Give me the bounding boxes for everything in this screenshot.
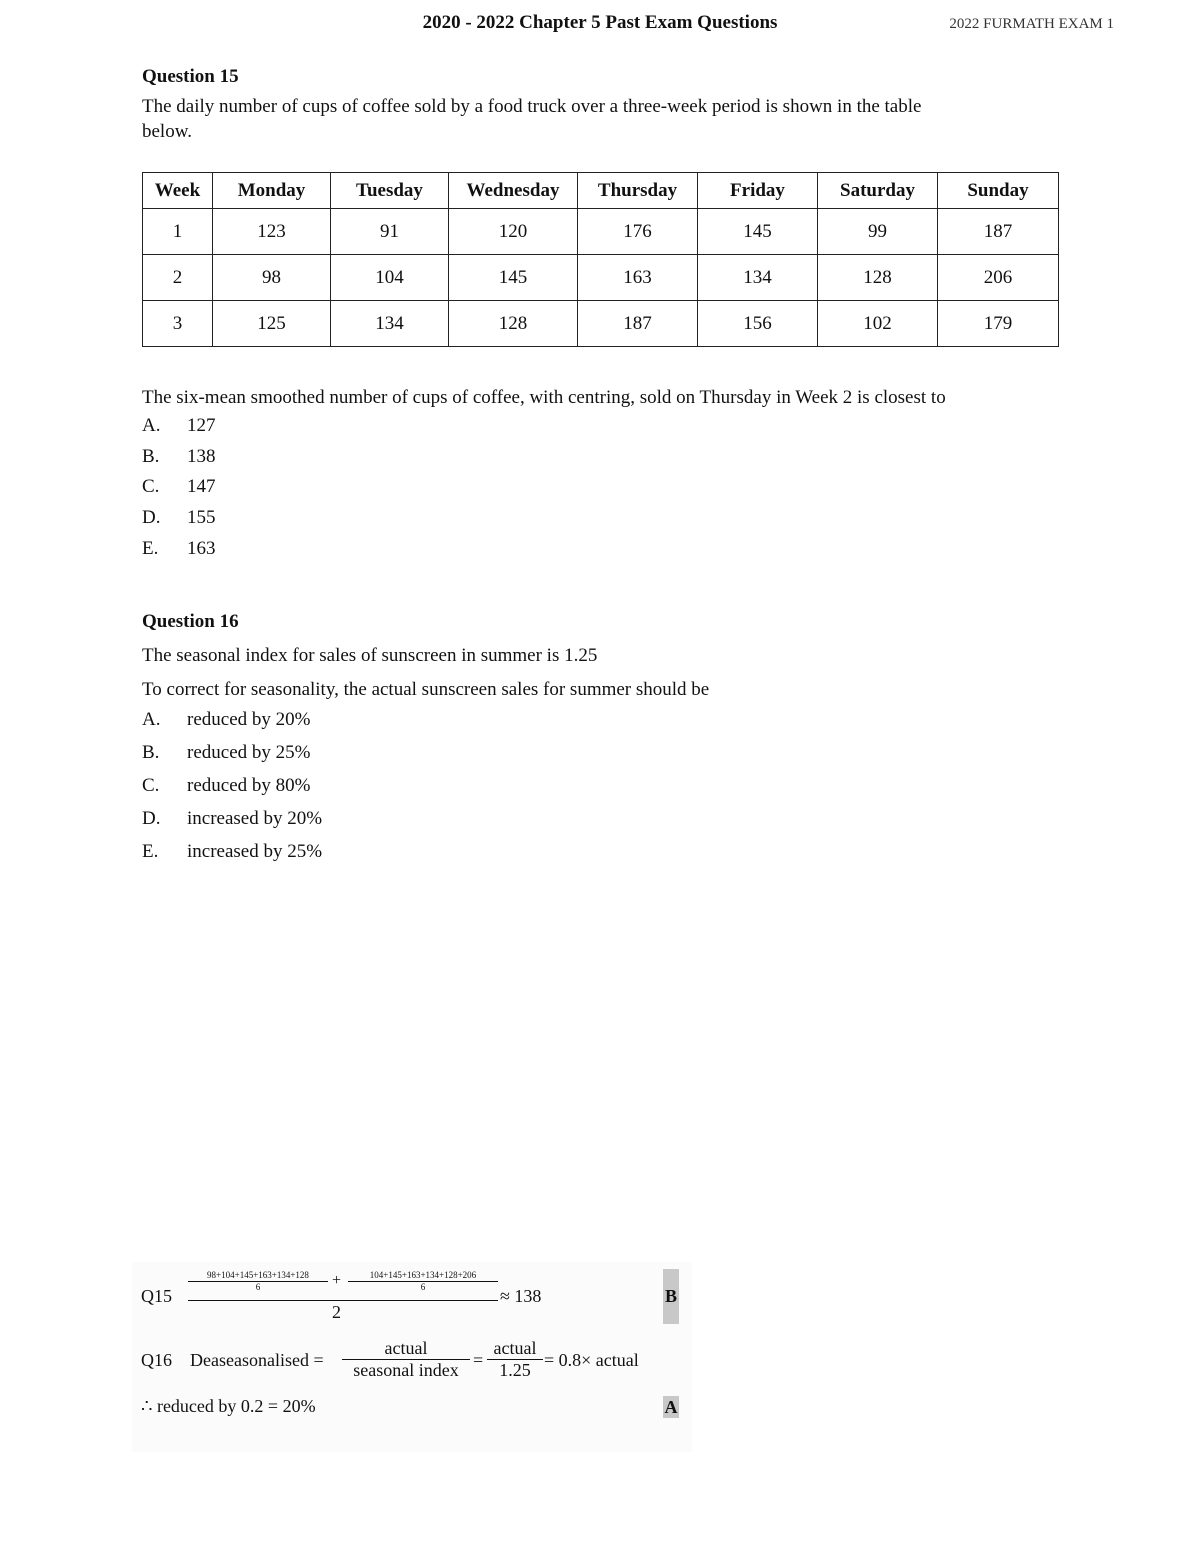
table-cell: 99 bbox=[818, 209, 938, 255]
fraction-denominator: seasonal index bbox=[353, 1360, 459, 1380]
fraction-numerator: actual bbox=[487, 1338, 543, 1360]
table-cell: 120 bbox=[449, 209, 578, 255]
coffee-sales-table bbox=[142, 172, 1059, 347]
q16-formula-prefix: Deaseasonalised = bbox=[190, 1350, 324, 1370]
option-letter: B. bbox=[142, 742, 160, 763]
fraction-denominator: 6 bbox=[420, 1282, 426, 1292]
q15-answer-badge: B bbox=[663, 1269, 679, 1324]
table-cell: 134 bbox=[331, 301, 449, 347]
fraction-numerator: 98+104+145+163+134+128 bbox=[188, 1270, 328, 1282]
option-letter: A. bbox=[142, 415, 161, 436]
column-header: Sunday bbox=[938, 173, 1059, 209]
table-cell: 128 bbox=[818, 255, 938, 301]
option-a bbox=[142, 415, 216, 437]
q16-fraction-specific bbox=[487, 1338, 543, 1381]
option-text: increased by 20% bbox=[187, 808, 323, 829]
option-text: 155 bbox=[187, 507, 216, 528]
question-16-line-1: The seasonal index for sales of sunscreen in summer is 1.25 bbox=[142, 645, 598, 666]
option-a bbox=[142, 709, 310, 731]
fraction-denominator: 1.25 bbox=[499, 1360, 531, 1380]
table-cell: 176 bbox=[578, 209, 698, 255]
option-text: 163 bbox=[187, 538, 216, 559]
table-cell: 206 bbox=[938, 255, 1059, 301]
option-b bbox=[142, 446, 216, 468]
question-15-prompt: The six-mean smoothed number of cups of coffee, with centring, sold on Thursday in Week 2 is closest to bbox=[142, 387, 946, 408]
option-letter: E. bbox=[142, 841, 159, 862]
table-cell: 145 bbox=[698, 209, 818, 255]
q15-solution-label: Q15 bbox=[141, 1286, 172, 1306]
column-header: Friday bbox=[698, 173, 818, 209]
q16-result: = 0.8× actual bbox=[544, 1350, 639, 1370]
q15-result: ≈ 138 bbox=[500, 1286, 542, 1306]
q15-main-denominator: 2 bbox=[332, 1302, 341, 1322]
table-cell: 2 bbox=[143, 255, 213, 301]
option-d bbox=[142, 507, 216, 529]
table-cell: 145 bbox=[449, 255, 578, 301]
option-text: 138 bbox=[187, 446, 216, 467]
option-letter: C. bbox=[142, 476, 160, 497]
table-cell: 104 bbox=[331, 255, 449, 301]
question-15-title: Question 15 bbox=[142, 66, 239, 87]
column-header: Week bbox=[143, 173, 213, 209]
column-header: Monday bbox=[213, 173, 331, 209]
q16-solution-label: Q16 bbox=[141, 1350, 172, 1370]
q15-second-mean bbox=[348, 1270, 498, 1293]
option-e bbox=[142, 841, 322, 863]
table-cell: 98 bbox=[213, 255, 331, 301]
option-b bbox=[142, 742, 310, 764]
q15-first-mean bbox=[188, 1270, 328, 1293]
option-text: reduced by 80% bbox=[187, 775, 311, 796]
table-cell: 125 bbox=[213, 301, 331, 347]
column-header: Tuesday bbox=[331, 173, 449, 209]
option-text: reduced by 20% bbox=[187, 709, 311, 730]
table-cell: 163 bbox=[578, 255, 698, 301]
option-c bbox=[142, 476, 216, 498]
table-cell: 187 bbox=[578, 301, 698, 347]
question-16-title: Question 16 bbox=[142, 611, 239, 632]
exam-label: 2022 FURMATH EXAM 1 bbox=[949, 16, 1114, 32]
plus-sign: + bbox=[332, 1272, 342, 1289]
table-row bbox=[143, 301, 1059, 347]
option-letter: B. bbox=[142, 446, 160, 467]
option-letter: E. bbox=[142, 538, 159, 559]
column-header: Thursday bbox=[578, 173, 698, 209]
option-letter: D. bbox=[142, 808, 161, 829]
table-cell: 187 bbox=[938, 209, 1059, 255]
q16-fraction-general bbox=[342, 1338, 470, 1381]
option-d bbox=[142, 808, 322, 830]
table-row bbox=[143, 209, 1059, 255]
table-cell: 128 bbox=[449, 301, 578, 347]
table-cell: 102 bbox=[818, 301, 938, 347]
equals-sign: = bbox=[473, 1350, 484, 1370]
table-cell: 123 bbox=[213, 209, 331, 255]
option-text: increased by 25% bbox=[187, 841, 323, 862]
fraction-numerator: actual bbox=[342, 1338, 470, 1360]
question-15-stem-line-1: The daily number of cups of coffee sold by a food truck over a three-week period is shown in the table bbox=[142, 96, 922, 117]
table-cell: 3 bbox=[143, 301, 213, 347]
table-header-row bbox=[143, 173, 1059, 209]
option-text: reduced by 25% bbox=[187, 742, 311, 763]
option-letter: D. bbox=[142, 507, 161, 528]
column-header: Wednesday bbox=[449, 173, 578, 209]
page-title: 2020 - 2022 Chapter 5 Past Exam Questions bbox=[422, 12, 778, 33]
option-text: 127 bbox=[187, 415, 216, 436]
column-header: Saturday bbox=[818, 173, 938, 209]
q16-conclusion: ∴ reduced by 0.2 = 20% bbox=[141, 1396, 316, 1416]
option-e bbox=[142, 538, 216, 560]
q15-main-fraction-bar bbox=[188, 1270, 498, 1301]
fraction-numerator: 104+145+163+134+128+206 bbox=[348, 1270, 498, 1282]
table-cell: 1 bbox=[143, 209, 213, 255]
table-cell: 156 bbox=[698, 301, 818, 347]
table-cell: 179 bbox=[938, 301, 1059, 347]
fraction-denominator: 6 bbox=[255, 1282, 261, 1292]
question-16-line-2: To correct for seasonality, the actual sunscreen sales for summer should be bbox=[142, 679, 710, 700]
table-row bbox=[143, 255, 1059, 301]
option-letter: A. bbox=[142, 709, 161, 730]
q16-answer-badge: A bbox=[664, 1397, 678, 1417]
option-c bbox=[142, 775, 310, 797]
table-cell: 134 bbox=[698, 255, 818, 301]
worked-solutions bbox=[132, 1262, 692, 1452]
option-text: 147 bbox=[187, 476, 216, 497]
question-15-stem-line-2: below. bbox=[142, 121, 192, 142]
table-cell: 91 bbox=[331, 209, 449, 255]
option-letter: C. bbox=[142, 775, 160, 796]
